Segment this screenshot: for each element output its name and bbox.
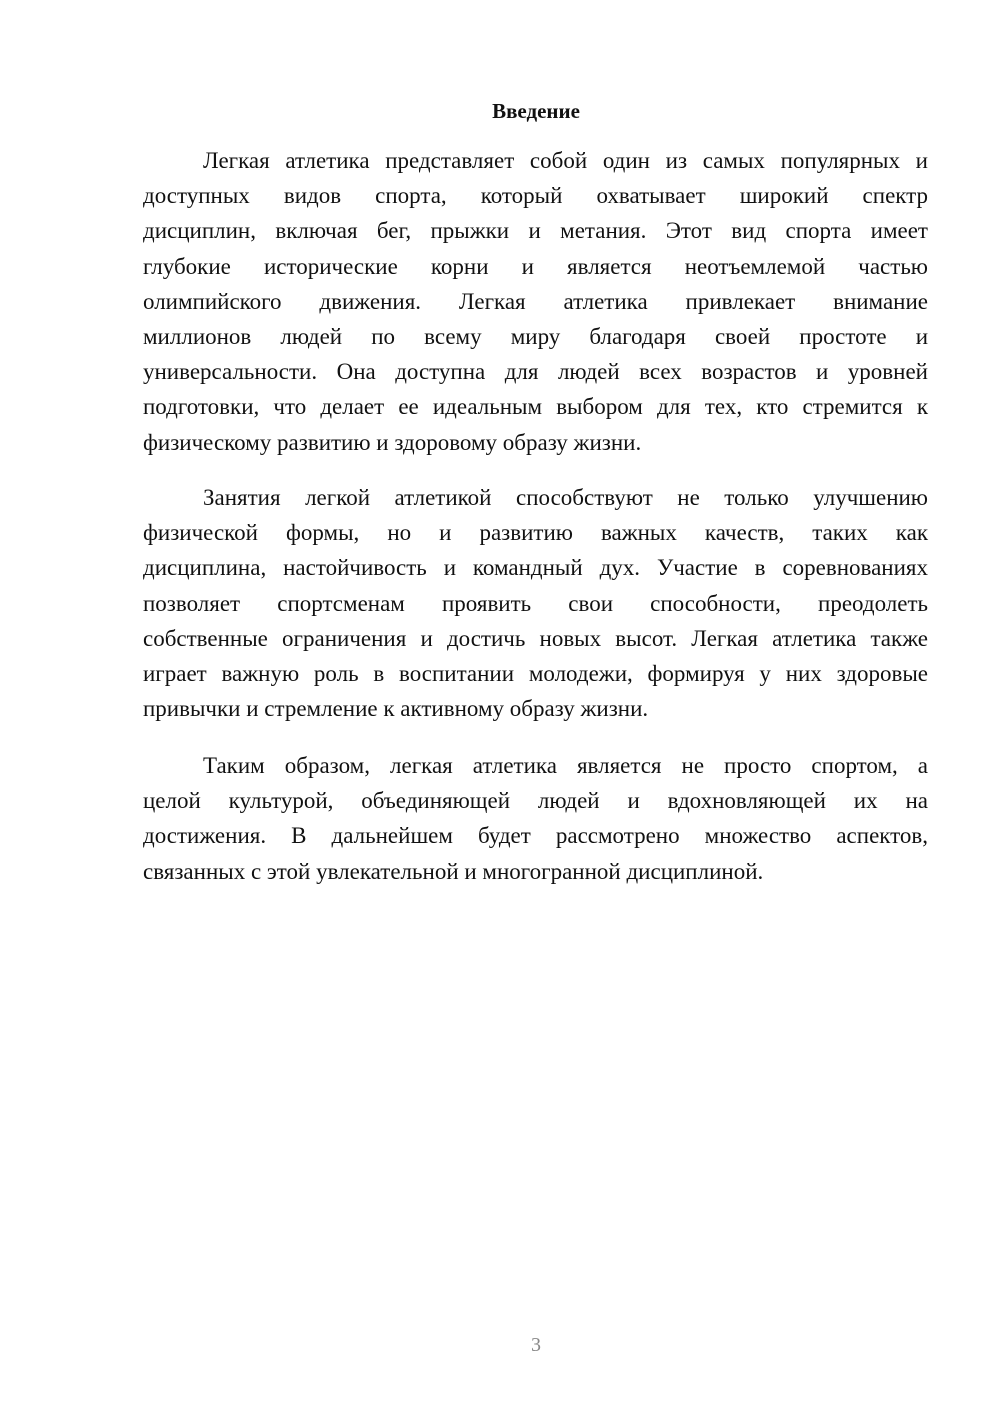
text-line: достижения. В дальнейшем будет рассмотрено множество аспектов,: [143, 823, 928, 849]
text-line: Занятия легкой атлетикой способствуют не только улучшению: [203, 485, 928, 510]
page-number: 3: [531, 1334, 541, 1356]
text-line: целой культурой, объединяющей людей и вдохновляющей их на: [143, 788, 928, 814]
text-line: привычки и стремление к активному образу жизни.: [143, 696, 649, 722]
text-line: собственные ограничения и достичь новых высот. Легкая атлетика также: [143, 625, 928, 651]
text-line: дисциплина, настойчивость и командный дух. Участие в соревнованиях: [143, 555, 928, 581]
section-heading: Введение: [492, 99, 580, 123]
paragraph-1: [143, 143, 928, 460]
text-line: подготовки, что делает ее идеальным выбором для тех, кто стремится к: [143, 394, 928, 420]
text-line: доступных видов спорта, который охватывает широкий спектр: [143, 183, 928, 209]
text-line: позволяет спортсменам проявить свои способности, преодолеть: [143, 590, 928, 616]
text-line: Легкая атлетика представляет собой один из самых популярных и: [203, 148, 928, 173]
text-line: физическому развитию и здоровому образу жизни.: [143, 429, 642, 455]
text-line: глубокие исторические корни и является неотъемлемой частью: [143, 253, 928, 279]
text-line: универсальности. Она доступна для людей всех возрастов и уровней: [143, 359, 928, 385]
text-line: физической формы, но и развитию важных качеств, таких как: [143, 520, 928, 546]
text-line: играет важную роль в воспитании молодежи, формируя у них здоровые: [143, 660, 928, 686]
text-line: миллионов людей по всему миру благодаря своей простоте и: [143, 323, 928, 349]
text-line: олимпийского движения. Легкая атлетика привлекает внимание: [143, 288, 928, 314]
paragraph-2: [143, 480, 928, 726]
text-line: Таким образом, легкая атлетика является не просто спортом, а: [203, 753, 928, 778]
text-line: связанных с этой увлекательной и многогранной дисциплиной.: [143, 858, 764, 884]
paragraph-3: [143, 748, 928, 889]
text-line: дисциплин, включая бег, прыжки и метания. Этот вид спорта имеет: [143, 218, 928, 244]
